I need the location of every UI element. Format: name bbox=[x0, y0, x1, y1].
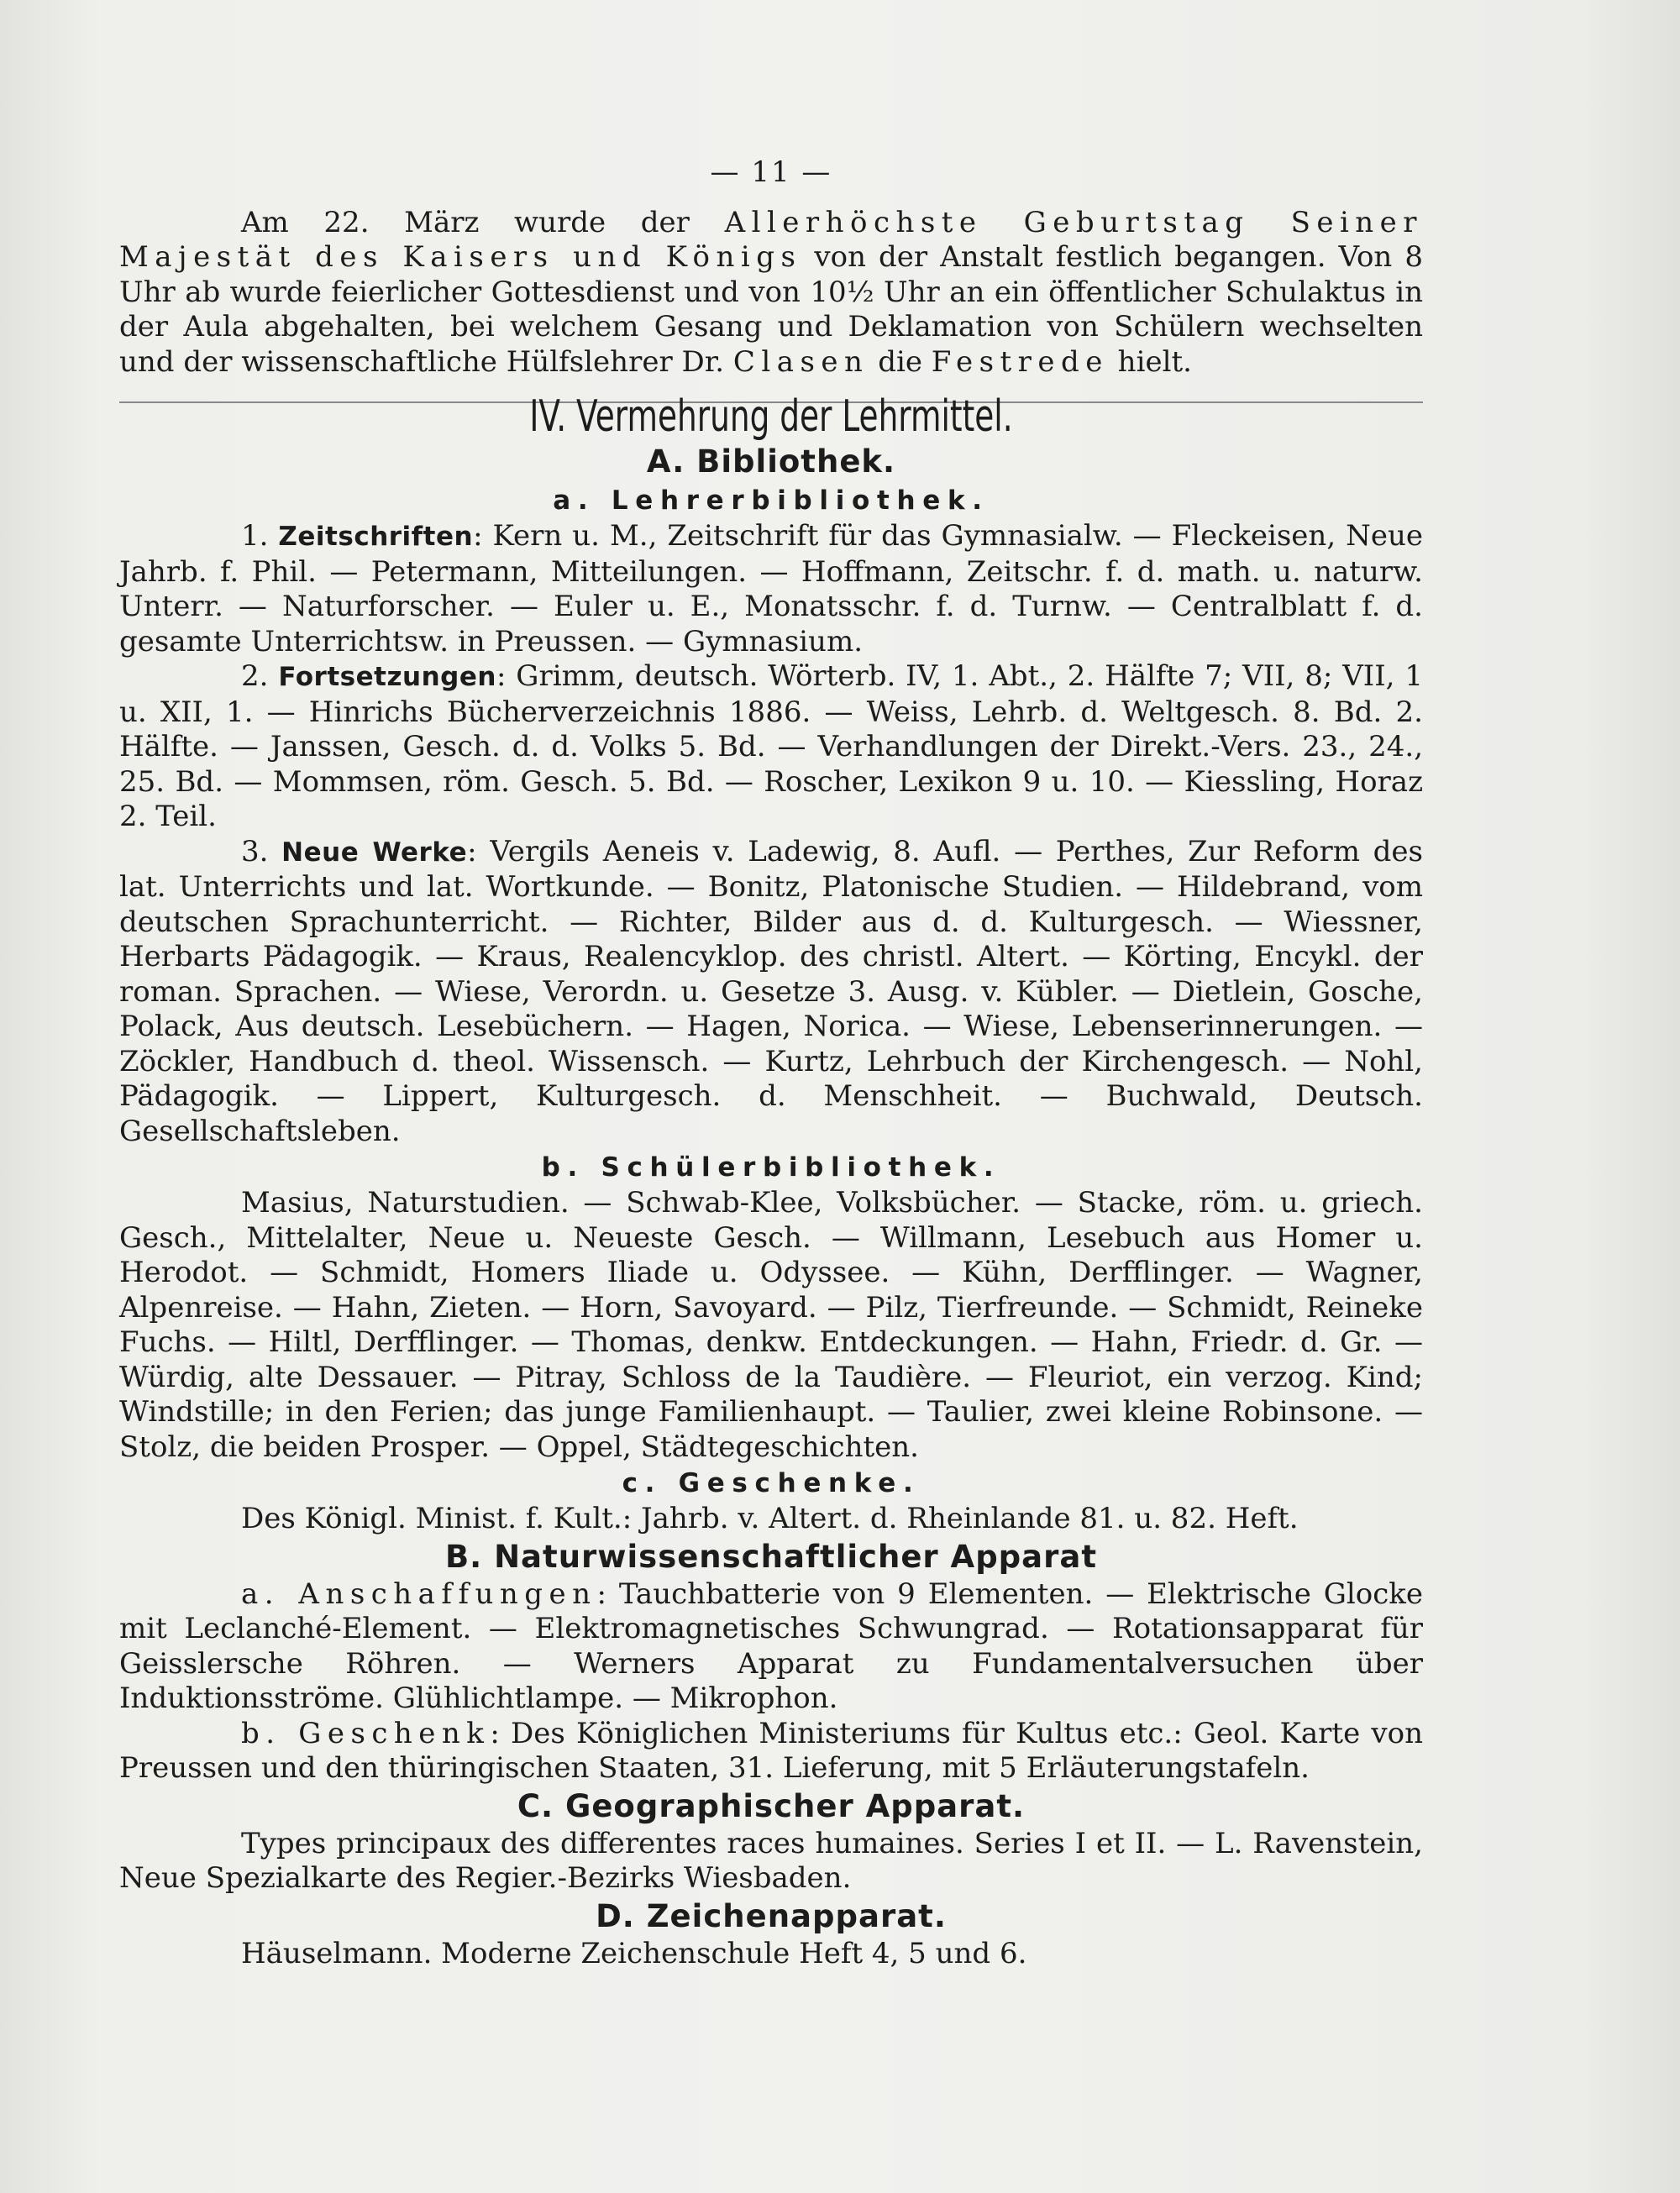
intro-text-7: hielt. bbox=[1108, 344, 1192, 379]
heading-geschenke: c. Geschenke. bbox=[622, 1468, 921, 1498]
zeitschriften-paragraph bbox=[119, 519, 1423, 659]
heading-naturwissenschaftlicher-apparat: B. Naturwissenschaftlicher Apparat bbox=[444, 1538, 1098, 1575]
fortsetzungen-number: 2. bbox=[241, 659, 279, 693]
anschaffungen-text: : Tauchbatterie von 9 Elementen. — Elektrische Glocke mit Leclanché-Element. — Elektromagnetisches Schwungrad. — Rotationsapparat für Geisslersche Röhren. — Werners Apparat zu Fundamentalversuchen über Induktionsströme. Glühlichtlampe. — Mikrophon. bbox=[119, 1577, 1423, 1715]
zeitschriften-label: Zeitschriften bbox=[278, 522, 474, 552]
intro-text-5: die bbox=[869, 344, 932, 379]
heading-bibliothek: A. Bibliothek. bbox=[646, 443, 896, 480]
zeitschriften-text: : Kern u. M., Zeitschrift für das Gymnasialw. — Fleckeisen, Neue Jahrb. f. Phil. — Petermann, Mitteilungen. — Hoffmann, Zeitschr. f. d. math. u. naturw. Unterr. — Naturforscher. — Euler u. E., Monatsschr. f. d. Turnw. — Centralblatt f. d. gesamte Unterrichtsw. in Preussen. — Gymnasium. bbox=[119, 519, 1423, 658]
neue-werke-text: : Vergils Aeneis v. Ladewig, 8. Aufl. — Perthes, Zur Reform des lat. Unterrichts und lat. Wortkunde. — Bonitz, Platonische Studien. — Hildebrand, vom deutschen Sprachunterricht. — Richter, Bilder aus d. d. Kulturgesch. — Wiessner, Herbarts Pädagogik. — Kraus, Realencyklop. des christl. Altert. — Körting, Encykl. der roman. Sprachen. — Wiese, Verordn. u. Gesetze 3. Ausg. v. Kübler. — Dietlein, Gosche, Polack, Aus deutsch. Lesebüchern. — Hagen, Norica. — Wiese, Lebenserinnerungen. — Zöckler, Handbuch d. theol. Wissensch. — Kurtz, Lehrbuch der Kirchengesch. — Nohl, Pädagogik. — Lippert, Kulturgesch. d. Menschheit. — Buchwald, Deutsch. Gesellschaftsleben. bbox=[119, 834, 1423, 1148]
fortsetzungen-label: Fortsetzungen bbox=[278, 662, 496, 692]
intro-paragraph bbox=[119, 206, 1423, 380]
neue-werke-number: 3. bbox=[241, 834, 282, 868]
geschenke-paragraph: Des Königl. Minist. f. Kult.: Jahrb. v. Altert. d. Rheinlande 81. u. 82. Heft. bbox=[241, 1502, 1299, 1535]
geschenk-paragraph bbox=[119, 1717, 1423, 1786]
geschenk-label: b. Geschenk bbox=[241, 1716, 491, 1750]
geschenk-text: : Des Königlichen Ministeriums für Kultus etc.: Geol. Karte von Preussen und den thüringischen Staaten, 31. Lieferung, mit 5 Erläuterungstafeln. bbox=[119, 1716, 1423, 1785]
intro-text-3: von der Anstalt festlich begangen. Von 8 Uhr ab wurde feierlicher Gottesdienst und von 10½ Uhr an ein öffentlicher Schulaktus in der Aula abgehalten, bei welchem Gesang und Deklamation von Schülern wechselten und der wissenschaftliche Hülfslehrer Dr. bbox=[119, 240, 1423, 379]
schuelerbibliothek-paragraph: Masius, Naturstudien. — Schwab-Klee, Volksbücher. — Stacke, röm. u. griech. Gesch., Mittelalter, Neue u. Neueste Gesch. — Willmann, Lesebuch aus Homer u. Herodot. — Schmidt, Homers Iliade u. Odyssee. — Kühn, Derfflinger. — Wagner, Alpenreise. — Hahn, Zieten. — Horn, Savoyard. — Pilz, Tierfreunde. — Schmidt, Reineke Fuchs. — Hiltl, Derfflinger. — Thomas, denkw. Entdeckungen. — Hahn, Friedr. d. Gr. — Würdig, alte Dessauer. — Pitray, Schloss de la Taudière. — Fleuriot, ein verzog. Kind; Windstille; in den Ferien; das junge Familienhaupt. — Taulier, zwei kleine Robinsone. — Stolz, die beiden Prosper. — Oppel, Städtegeschichten. bbox=[119, 1186, 1423, 1464]
intro-emphasis-name: Clasen bbox=[732, 344, 869, 379]
intro-emphasis-festrede: Festrede bbox=[931, 344, 1109, 379]
neue-werke-paragraph bbox=[119, 835, 1423, 1150]
main-heading: IV. Vermehrung der Lehrmittel. bbox=[529, 391, 1013, 442]
neue-werke-label: Neue Werke bbox=[281, 837, 468, 868]
heading-lehrerbibliothek: a. Lehrerbibliothek. bbox=[553, 485, 990, 516]
zeitschriften-number: 1. bbox=[241, 519, 279, 553]
heading-schuelerbibliothek: b. Schülerbibliothek. bbox=[541, 1152, 1001, 1183]
anschaffungen-label: a. Anschaffungen bbox=[241, 1577, 597, 1611]
geographischer-paragraph: Types principaux des differentes races humaines. Series I et II. — L. Ravenstein, Neue Spezialkarte des Regier.-Bezirks Wiesbaden. bbox=[119, 1826, 1423, 1895]
heading-geographischer-apparat: C. Geographischer Apparat. bbox=[517, 1787, 1026, 1824]
intro-text-1: Am 22. März wurde der bbox=[241, 205, 725, 239]
fortsetzungen-paragraph bbox=[119, 659, 1423, 835]
anschaffungen-paragraph bbox=[119, 1577, 1423, 1717]
fortsetzungen-text: : Grimm, deutsch. Wörterb. IV, 1. Abt., 2. Hälfte 7; VII, 8; VII, 1 u. XII, 1. — Hinrichs Bücherverzeichnis 1886. — Weiss, Lehrb. d. Weltgesch. 8. Bd. 2. Hälfte. — Janssen, Gesch. d. d. Volks 5. Bd. — Verhandlungen der Direkt.-Vers. 23., 24., 25. Bd. — Mommsen, röm. Gesch. 5. Bd. — Roscher, Lexikon 9 u. 10. — Kiessling, Horaz 2. Teil. bbox=[119, 659, 1423, 833]
page-number: — 11 — bbox=[710, 155, 832, 189]
heading-zeichenapparat: D. Zeichenapparat. bbox=[596, 1897, 947, 1934]
zeichenapparat-paragraph: Häuselmann. Moderne Zeichenschule Heft 4, 5 und 6. bbox=[241, 1936, 1027, 1970]
page-content bbox=[119, 155, 1423, 1971]
intro-emphasis-birthday: Allerhöchste Geburtstag Seiner Majestät des Kaisers und Königs bbox=[119, 205, 1424, 274]
